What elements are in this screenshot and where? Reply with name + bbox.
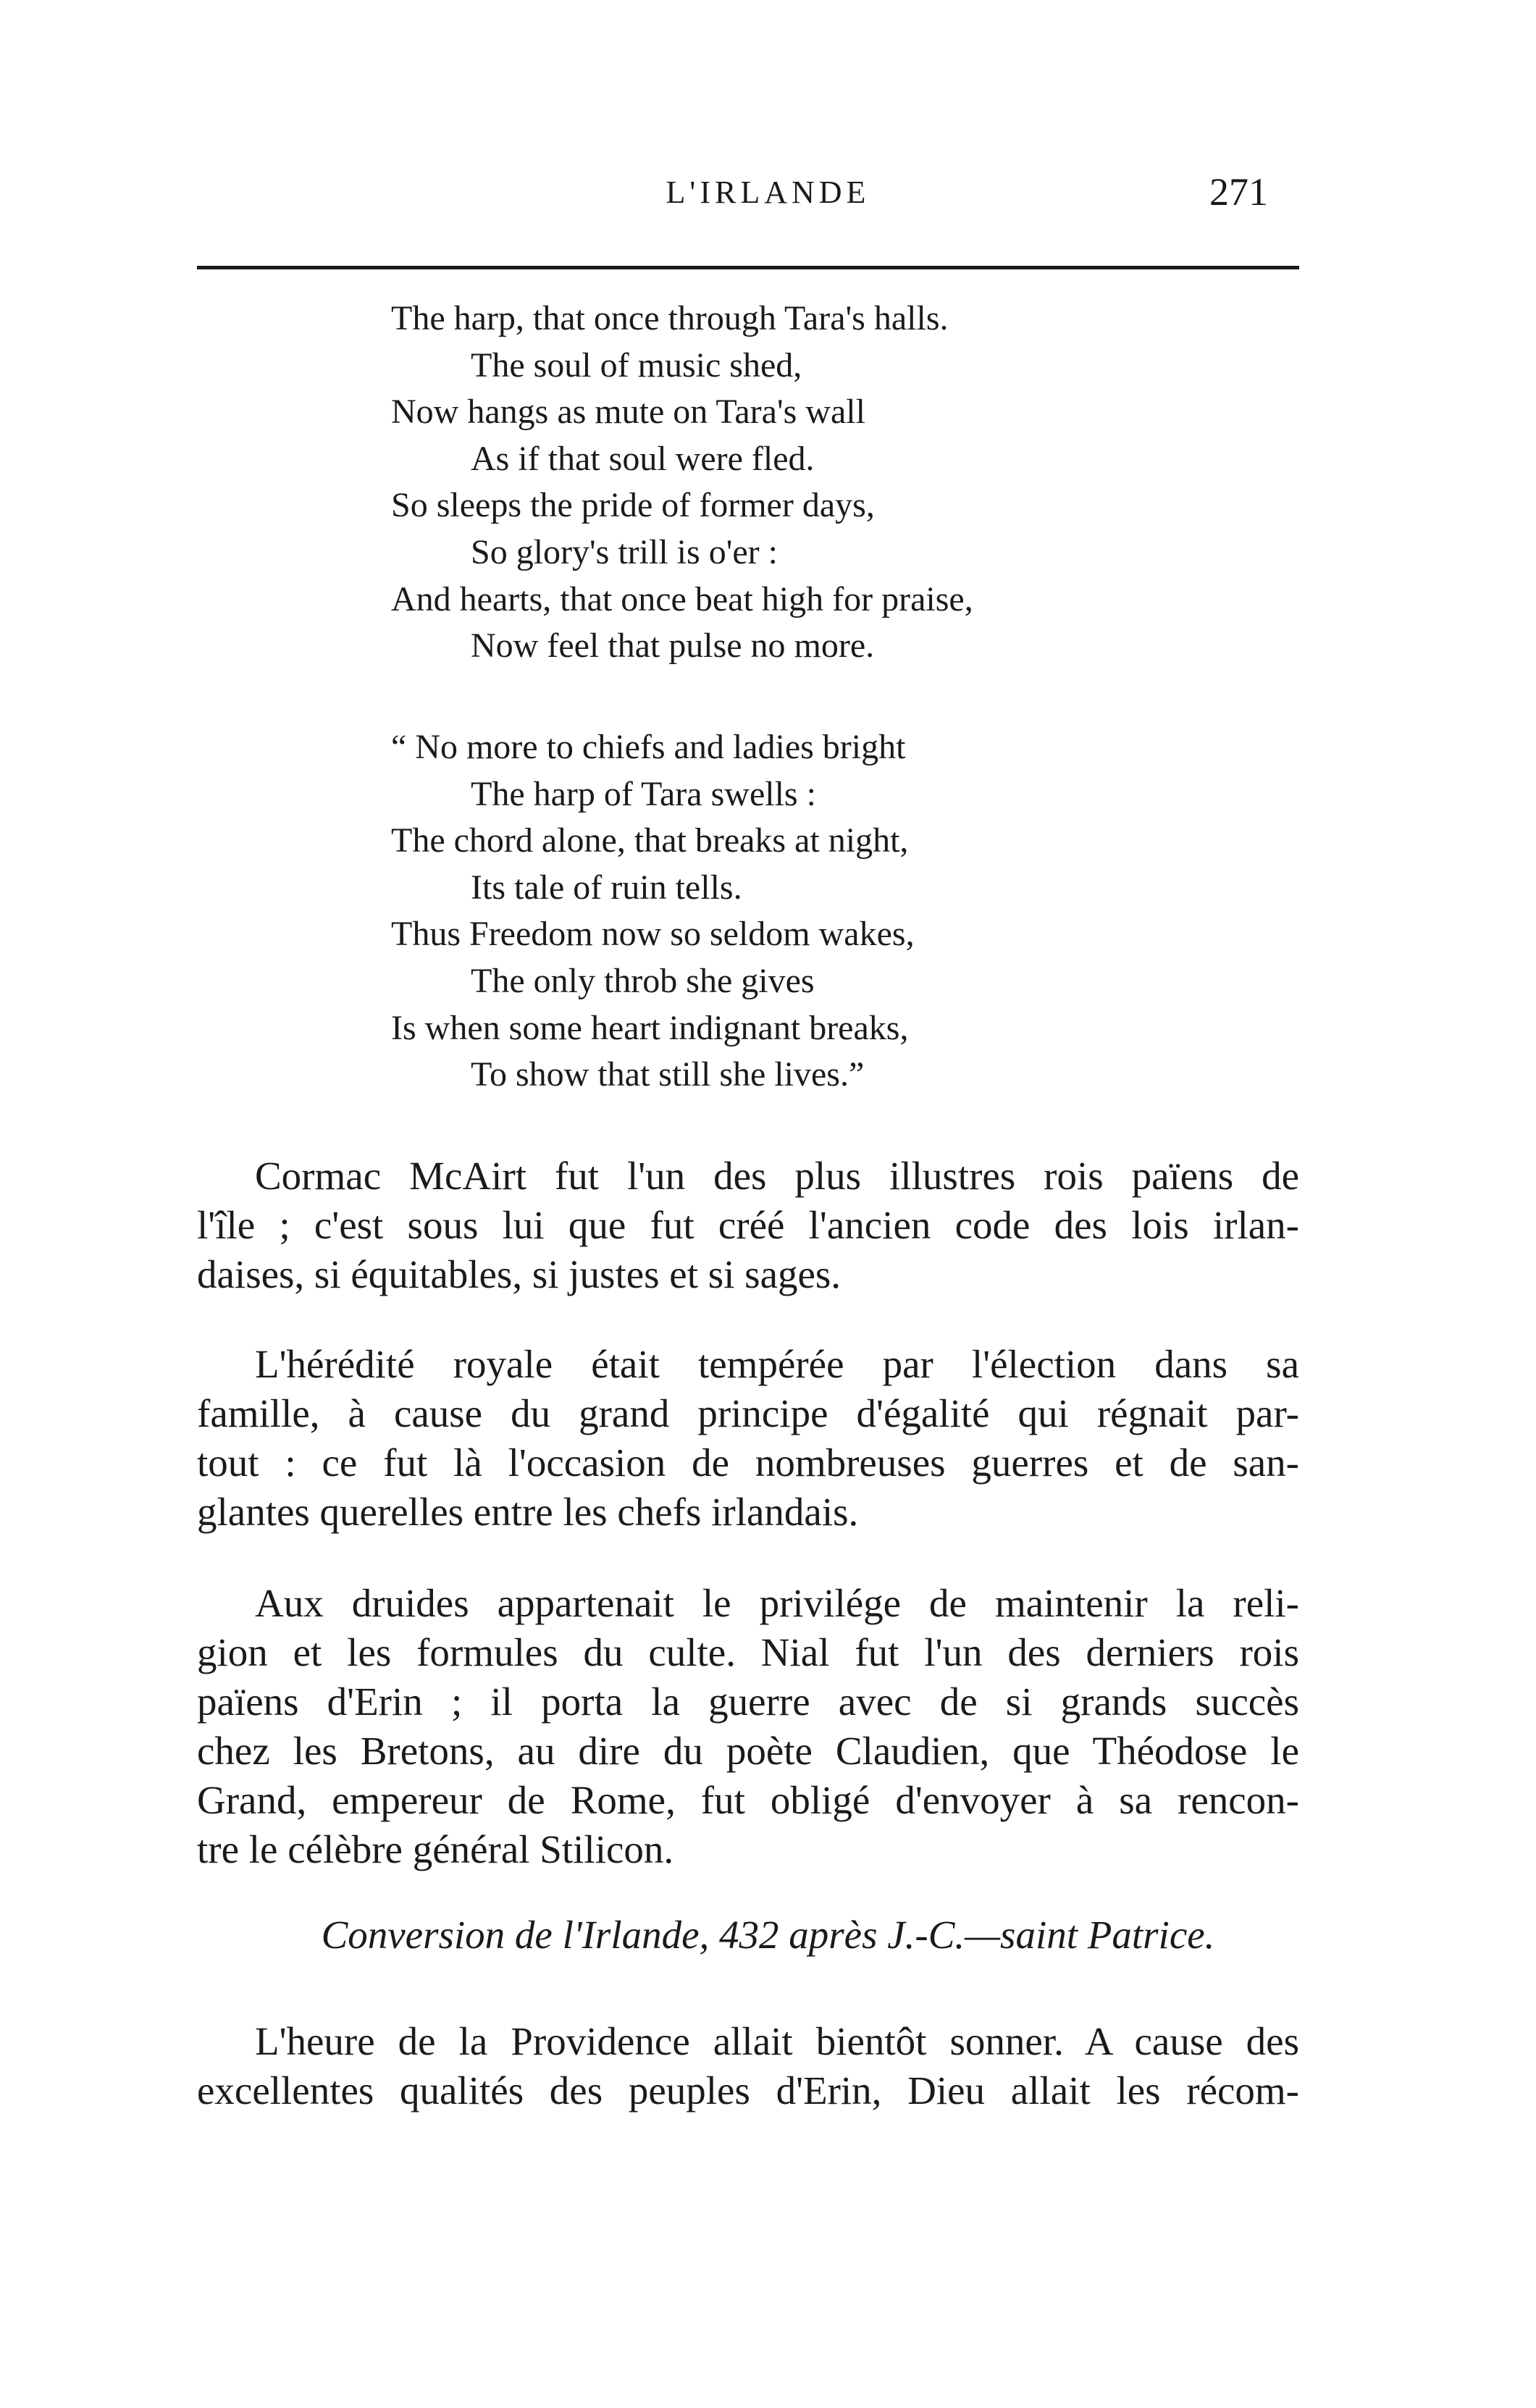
poem-line: So sleeps the pride of former days,: [391, 486, 875, 525]
text-line: daises, si équitables, si justes et si sages.: [197, 1252, 842, 1296]
text-line: chez les Bretons, au dire du poète Claudien, que Théodose le: [197, 1729, 1299, 1773]
poem-stanza-1: [391, 295, 1333, 670]
poem-line: So glory's trill is o'er :: [471, 532, 778, 571]
page-number: 271: [1209, 170, 1268, 214]
text-line: L'heure de la Providence allait bientôt sonner. A cause des: [255, 2019, 1299, 2063]
poem-line: The harp of Tara swells :: [471, 774, 816, 813]
poem-line: Now feel that pulse no more.: [471, 626, 875, 666]
text-line: tre le célèbre général Stilicon.: [197, 1827, 674, 1871]
poem-line: As if that soul were fled.: [471, 439, 815, 478]
paragraph-heredite: [197, 1340, 1299, 1537]
poem-line: Is when some heart indignant breaks,: [391, 1008, 909, 1047]
poem-line: The harp, that once through Tara's halls.: [391, 299, 949, 337]
text-line: L'hérédité royale était tempérée par l'élection dans sa: [255, 1342, 1299, 1386]
text-line: tout : ce fut là l'occasion de nombreuses guerres et de san-: [197, 1440, 1299, 1485]
poem-line: “ No more to chiefs and ladies bright: [391, 728, 906, 766]
paragraph-druides: [197, 1579, 1299, 1874]
poem-stanza-2: [391, 724, 1333, 1099]
text-line: gion et les formules du culte. Nial fut l'un des derniers rois: [197, 1630, 1299, 1674]
text-line: païens d'Erin ; il porta la guerre avec de si grands succès: [197, 1679, 1299, 1724]
poem-line: The only throb she gives: [471, 961, 815, 1000]
page-header: [0, 170, 1536, 232]
paragraph-providence: [197, 2017, 1299, 2115]
poem-line: To show that still she lives.”: [471, 1055, 865, 1094]
text-line: Aux druides appartenait le privilége de maintenir la reli-: [255, 1581, 1299, 1625]
poem-line: The soul of music shed,: [471, 345, 802, 385]
text-line: excellentes qualités des peuples d'Erin, Dieu allait les récom-: [197, 2068, 1299, 2113]
poem-line: And hearts, that once beat high for praise,: [391, 579, 973, 618]
text-line: glantes querelles entre les chefs irlandais.: [197, 1490, 859, 1534]
header-rule: [197, 266, 1299, 269]
text-line: famille, à cause du grand principe d'égalité qui régnait par-: [197, 1391, 1299, 1435]
text-line: Grand, empereur de Rome, fut obligé d'envoyer à sa rencon-: [197, 1778, 1299, 1822]
poem-line: Now hangs as mute on Tara's wall: [391, 393, 865, 432]
section-subtitle: Conversion de l'Irlande, 432 après J.-C.—saint Patrice.: [321, 1913, 1215, 1957]
poem-line: Thus Freedom now so seldom wakes,: [391, 915, 915, 954]
text-line: l'île ; c'est sous lui que fut créé l'ancien code des lois irlan-: [197, 1203, 1299, 1247]
poem-line: Its tale of ruin tells.: [471, 868, 742, 907]
poem-line: The chord alone, that breaks at night,: [391, 821, 909, 860]
paragraph-cormac: [197, 1151, 1299, 1299]
text-line: Cormac McAirt fut l'un des plus illustres rois païens de: [255, 1154, 1299, 1198]
running-title: L'IRLANDE: [666, 175, 870, 210]
